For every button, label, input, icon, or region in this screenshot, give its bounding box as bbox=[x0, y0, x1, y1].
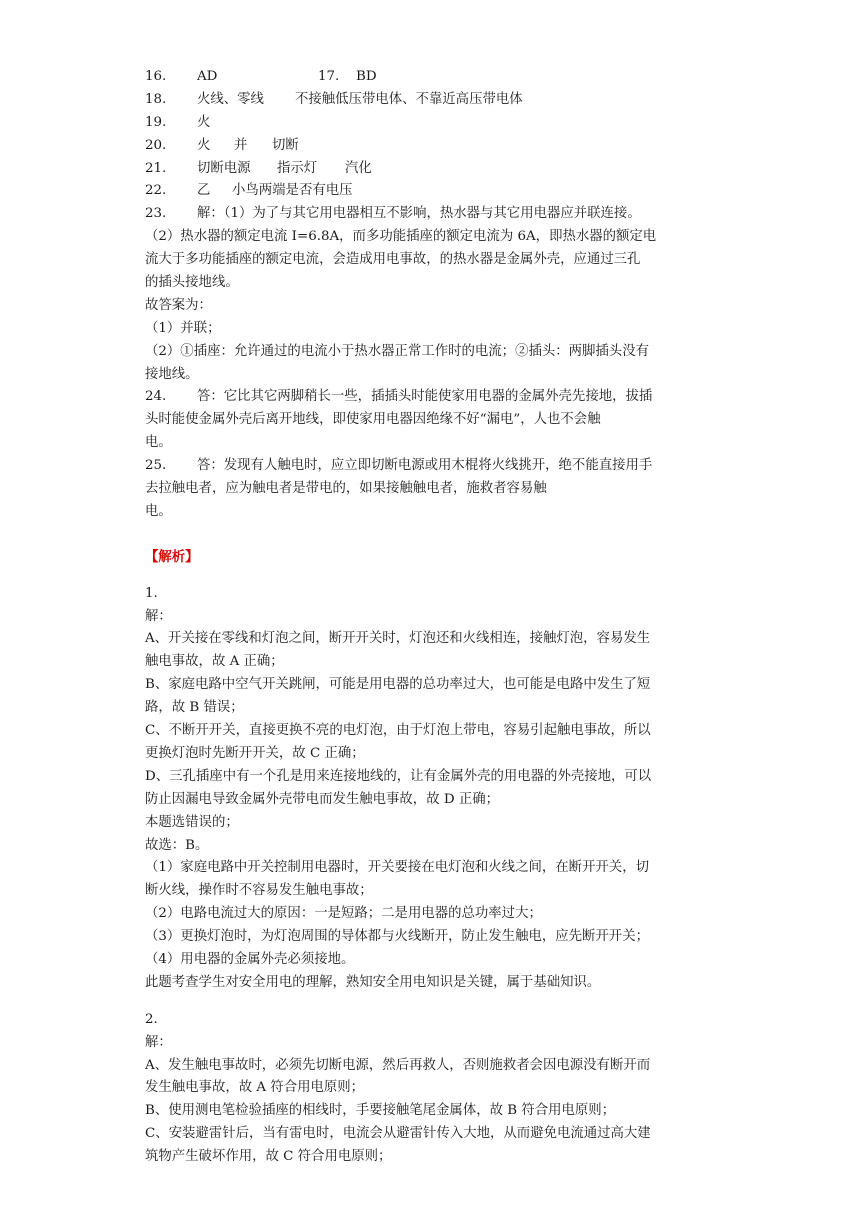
analysis-line: 防止因漏电导致金属外壳带电而发生触电事故，故 D 正确； bbox=[145, 791, 500, 807]
answer-number: 22. bbox=[145, 183, 167, 199]
analysis-line: 解： bbox=[145, 1034, 172, 1050]
answer-21 bbox=[145, 158, 723, 181]
answer-16-17 bbox=[145, 66, 723, 89]
answer-number: 20. bbox=[145, 137, 167, 153]
analysis-line: 路，故 B 错误； bbox=[145, 700, 244, 716]
document-page bbox=[145, 66, 723, 1169]
answer-18 bbox=[145, 89, 723, 112]
analysis-question-2 bbox=[145, 1009, 723, 1169]
analysis-line: C、不断开开关，直接更换不亮的电灯泡，由于灯泡上带电，容易引起触电事故，所以 bbox=[145, 723, 651, 739]
answer-22 bbox=[145, 180, 723, 203]
answer-number: 25. bbox=[145, 458, 167, 474]
answer-25-line bbox=[145, 455, 723, 478]
answer-text: 切断 bbox=[272, 137, 299, 153]
answer-number: 16. bbox=[145, 69, 167, 84]
answer-number: 23. bbox=[145, 206, 167, 222]
analysis-line: 更换灯泡时先断开开关，故 C 正确； bbox=[145, 745, 365, 761]
answer-24-line: 头时能使金属外壳后离开地线，即使家用电器因绝缘不好“漏电”，人也不会触 bbox=[145, 412, 601, 428]
answer-number: 21. bbox=[145, 160, 167, 176]
analysis-heading: 【解析】 bbox=[145, 548, 199, 565]
answer-25-line: 去拉触电者，应为触电者是带电的，如果接触触电者，施救者容易触 bbox=[145, 481, 547, 497]
analysis-line: 1. bbox=[145, 585, 158, 601]
answer-23-line: 故答案为： bbox=[145, 297, 212, 313]
answer-text: AD bbox=[197, 69, 218, 84]
answer-text: BD bbox=[356, 69, 377, 84]
analysis-line: 断火线，操作时不容易发生触电事故； bbox=[145, 883, 373, 899]
analysis-line: 2. bbox=[145, 1011, 158, 1027]
analysis-line: B、家庭电路中空气开关跳闸，可能是用电器的总功率过大，也可能是电路中发生了短 bbox=[145, 677, 651, 693]
analysis-line: （4）用电器的金属外壳必须接地。 bbox=[145, 951, 355, 967]
analysis-line: 故选：B。 bbox=[145, 837, 209, 853]
section-gap bbox=[145, 995, 723, 1009]
analysis-line: D、三孔插座中有一个孔是用来连接地线的，让有金属外壳的用电器的外壳接地，可以 bbox=[145, 768, 652, 784]
analysis-line: （3）更换灯泡时，为灯泡周围的导体都与火线断开，防止发生触电，应先断开开关； bbox=[145, 929, 649, 945]
analysis-line: 触电事故，故 A 正确； bbox=[145, 654, 284, 670]
analysis-line: 发生触电事故，故 A 符合用电原则； bbox=[145, 1080, 365, 1096]
answer-number: 19. bbox=[145, 114, 167, 130]
section-gap bbox=[145, 569, 723, 583]
answer-24-line: 电。 bbox=[145, 435, 172, 451]
answer-24-line bbox=[145, 386, 723, 409]
answer-text: 解：（1）为了与其它用电器相互不影响，热水器与其它用电器应并联连接。 bbox=[197, 206, 641, 222]
answer-23-line bbox=[145, 203, 723, 226]
analysis-line: A、发生触电事故时，必须先切断电源，然后再救人，否则施救者会因电源没有断开而 bbox=[145, 1057, 651, 1073]
answer-text: 答：它比其它两脚稍长一些，插插头时能使家用电器的金属外壳先接地，拔插 bbox=[197, 389, 653, 405]
answer-text: 火线、零线 bbox=[197, 91, 264, 107]
answer-23-line: （2）①插座：允许通过的电流小于热水器正常工作时的电流；②插头：两脚插头没有 bbox=[145, 343, 649, 359]
answer-text: 汽化 bbox=[345, 160, 372, 176]
answer-number: 17. bbox=[318, 69, 340, 84]
answer-19 bbox=[145, 112, 723, 135]
analysis-line: 解： bbox=[145, 608, 172, 624]
answer-number: 18. bbox=[145, 91, 167, 107]
analysis-line: A、开关接在零线和灯泡之间，断开开关时，灯泡还和火线相连，接触灯泡，容易发生 bbox=[145, 631, 651, 647]
answer-text: 并 bbox=[234, 137, 248, 153]
answer-23-line: 的插头接地线。 bbox=[145, 275, 239, 291]
answer-text: 火 bbox=[197, 114, 211, 130]
answer-text: 答：发现有人触电时，应立即切断电源或用木棍将火线挑开，绝不能直接用手 bbox=[197, 458, 653, 474]
answer-text: 切断电源 bbox=[197, 160, 251, 176]
analysis-line: 筑物产生破坏作用，故 C 符合用电原则； bbox=[145, 1149, 392, 1165]
answer-25-line: 电。 bbox=[145, 503, 172, 519]
answer-23-line: （1）并联； bbox=[145, 320, 221, 336]
analysis-line: 此题考查学生对安全用电的理解，熟知安全用电知识是关键，属于基础知识。 bbox=[145, 974, 601, 990]
analysis-line: （2）电路电流过大的原因：一是短路；二是用电器的总功率过大； bbox=[145, 906, 542, 922]
answer-23-line: 接地线。 bbox=[145, 366, 199, 382]
answer-23-line: （2）热水器的额定电流 I=6.8A，而多功能插座的额定电流为 6A，即热水器的额定电 bbox=[145, 229, 657, 245]
answer-text: 乙 bbox=[197, 183, 211, 199]
answer-text: 指示灯 bbox=[277, 160, 318, 176]
answer-text: 火 bbox=[197, 137, 211, 153]
analysis-line: （1）家庭电路中开关控制用电器时，开关要接在电灯泡和火线之间，在断开开关，切 bbox=[145, 860, 649, 876]
answer-20 bbox=[145, 135, 723, 158]
answer-23-line: 流大于多功能插座的额定电流，会造成用电事故，的热水器是金属外壳，应通过三孔 bbox=[145, 252, 641, 268]
answer-text: 不接触低压带电体、不靠近高压带电体 bbox=[295, 91, 523, 107]
analysis-line: 本题选错误的； bbox=[145, 814, 239, 830]
analysis-line: B、使用测电笔检验插座的相线时，手要接触笔尾金属体，故 B 符合用电原则； bbox=[145, 1103, 616, 1119]
answer-number: 24. bbox=[145, 389, 167, 405]
analysis-question-1 bbox=[145, 583, 723, 995]
analysis-line: C、安装避雷针后，当有雷电时，电流会从避雷针传入大地，从而避免电流通过高大建 bbox=[145, 1126, 651, 1142]
answer-text: 小鸟两端是否有电压 bbox=[232, 183, 353, 199]
section-gap bbox=[145, 524, 723, 546]
